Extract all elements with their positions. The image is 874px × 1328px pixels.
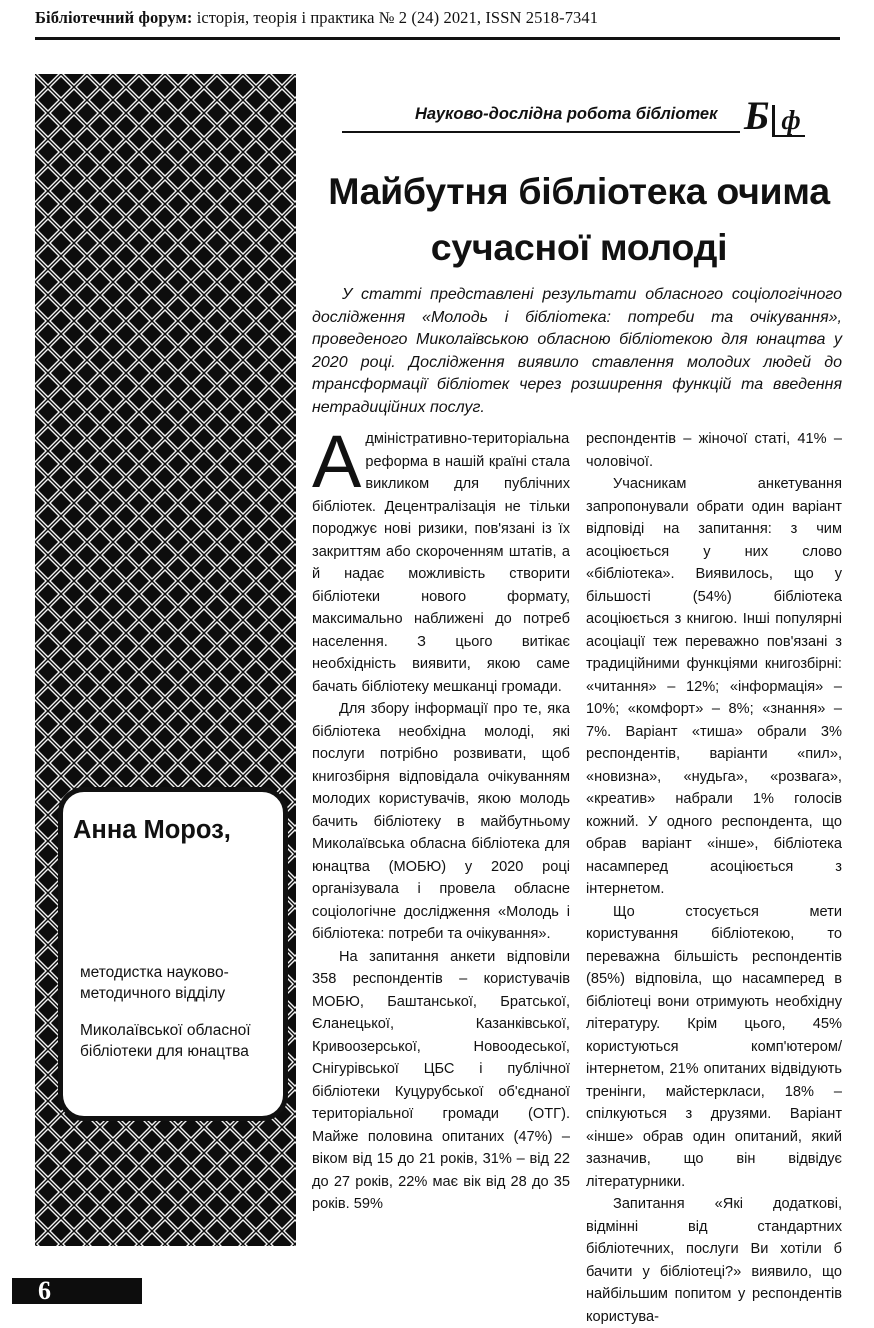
page-number-tab: [12, 1278, 142, 1304]
section-title: Науково-дослідна робота бібліотек: [415, 105, 718, 123]
journal-header: [35, 8, 598, 28]
drop-cap: А: [312, 420, 362, 503]
body-column-2: [586, 428, 842, 1325]
author-position: методистка науково-методичного відділу: [80, 964, 229, 1002]
paragraph: Учасникам анкетування запропонували обрати один варіант відповіді на запитання: з чим асоціюється у них слово «бібліотека». Виявилось, що у більшості (54%) бібліотека асоціюється з книгою. Інші популярні асоціації теж переважно пов'язані з традиційними функціями книгозбірні: «читання» – 12%; «інформація» – 10%; «комфорт» – 8%; «знання» – 7%. Варіант «тиша» обрали 3% респондентів, варіанти «пил», «новизна», «нудьга», «розвага», «креатив» набрали 1% голосів кожний. У одного респондента, що обрав варіант «інше», бібліотека насамперед асоціюється з інтернетом.: [586, 476, 842, 897]
section-rule: [342, 131, 740, 133]
article-title: Майбутня бібліотека очима сучасної молоді: [328, 170, 830, 268]
paragraph-text: дміністративно-територіальна реформа в нашій країні стала викликом для публічних бібліотек. Децентралізація не тільки породжує нові ризики, пов'язані із їх закриттям або скороченням штатів, а й надає можливість створити бібліотеки нового формату, максимально наближені до потреб населення. З цього витікає необхідність виявити, якою саме бачать бібліотеку мешканці громади.: [312, 431, 570, 695]
paragraph: Для збору інформації про те, яка бібліотека необхідна молоді, які послуги потрібно розвивати, щоб книгозбірня відповідала очікуванням молодих користувачів, якою молодь бачить бібліотеку в майбутньому Миколаївська обласна бібліотека для юнацтва (МОБЮ) у 2020 році організувала і провела обласне соціологічне дослідження «Молодь і бібліотека: потреби та очікування».: [312, 701, 570, 942]
paragraph: Що стосується мети користування бібліотекою, то переважна більшість респондентів (85%) відповіла, що насамперед в бібліотеці вони отримують необхідну літературу. Крім цього, 45% користуються комп'ютером/інтернетом, 21% опитаних відвідують тренінги, майстеркласи, 18% – спілкуються з друзями. Варіант «інше» обрав один опитаний, який зазначив, що він відвідує літературники.: [586, 903, 842, 1190]
author-card: [58, 787, 288, 1121]
header-rule: [35, 37, 840, 40]
body-column-1: [312, 420, 570, 1233]
logo-letter-f: ф: [772, 105, 804, 137]
journal-logo: [744, 94, 805, 142]
logo-letter-b: Б: [744, 93, 770, 138]
journal-name: Бібліотечний форум:: [35, 8, 193, 27]
page-number: 6: [38, 1276, 51, 1305]
paragraph: На запитання анкети відповіли 358 респондентів – користувачів МОБЮ, Баштанської, Братської, Єланецької, Казанківської, Кривоозерської, Новоодеської, Снігурівської ЦБС і публічної бібліотеки Куцурубської об'єднаної територіальної громади (ОТГ). Майже половина опитаних (47%) – віком від 15 до 21 років, 31% – від 22 до 27 років, 22% має вік від 28 до 35 років. 59%: [312, 948, 570, 1212]
paragraph: респондентів – жіночої статі, 41% – чоловічої.: [586, 431, 842, 470]
paragraph: [312, 420, 570, 698]
paragraph: Запитання «Які додаткові, відмінні від стандартних бібліотечних, послуги Ви хотіли б бачити у бібліотеці?» виявило, що найбільшим попитом у респондентів користува-: [586, 1196, 842, 1325]
journal-issue-info: історія, теорія і практика № 2 (24) 2021, ISSN 2518-7341: [192, 8, 599, 27]
article-abstract: У статті представлені результати обласного соціологічного дослідження «Молодь і бібліотека: потреби та очікування», проведеного Миколаївською обласною бібліотекою для юнацтва у 2020 році. Дослідження виявило ставлення молодих людей до трансформації бібліотек через розширення функцій та введення нетрадиційних послуг.: [312, 286, 842, 416]
author-organization: Миколаївської обласної бібліотеки для юнацтва: [80, 1022, 251, 1060]
author-name: Анна Мороз,: [73, 816, 231, 844]
